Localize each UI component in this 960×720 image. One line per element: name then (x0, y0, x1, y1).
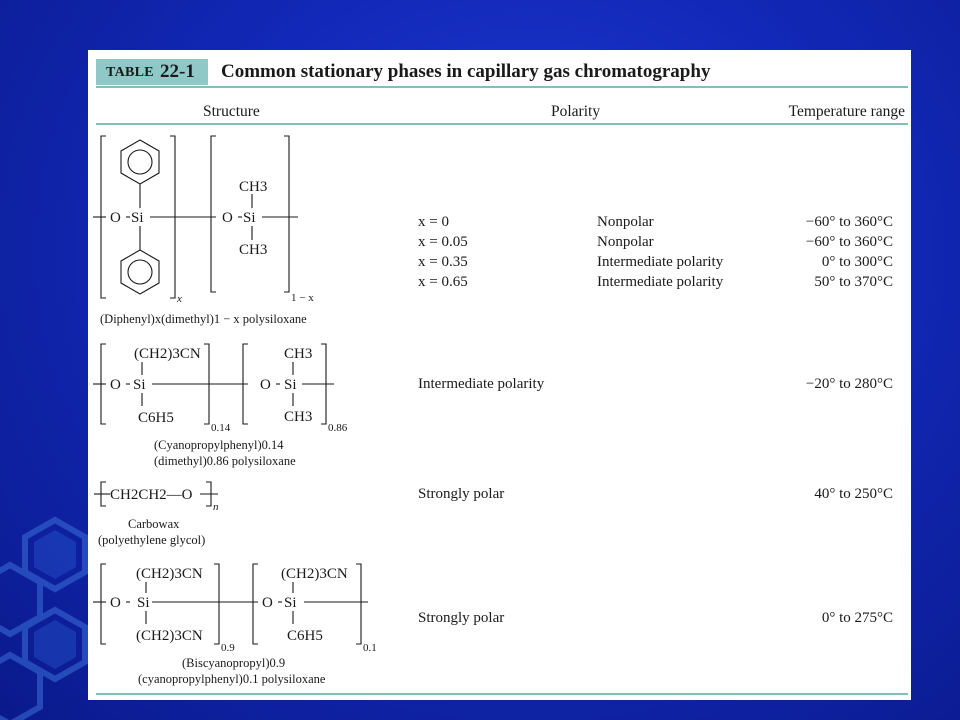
group-cyanopropyl: (CH2)3CN (136, 566, 203, 582)
group-methyl: CH3 (284, 409, 313, 425)
structure-cyanopropylphenyl-dimethyl (88, 340, 368, 440)
atom-silicon: Si (137, 595, 150, 611)
group-methyl: CH3 (284, 346, 313, 362)
polarity-value: Intermediate polarity (597, 254, 724, 270)
subscript-0-86: 0.86 (328, 422, 348, 434)
temperature-value: −60° to 360°C (805, 214, 893, 230)
polarity-value: Nonpolar (597, 214, 654, 230)
group-phenyl: C6H5 (138, 410, 174, 426)
slide-panel (88, 50, 911, 700)
caption-carbowax: Carbowax (128, 517, 180, 531)
group-cyanopropyl: (CH2)3CN (281, 566, 348, 582)
column-header-polarity: Polarity (551, 103, 601, 120)
atom-silicon: Si (243, 210, 256, 226)
column-header-temperature: Temperature range (788, 103, 905, 120)
caption-dimethyl-polysiloxane: (dimethyl)0.86 polysiloxane (154, 454, 296, 468)
group-methyl: CH3 (239, 179, 268, 195)
atom-oxygen: O (110, 377, 121, 393)
polarity-value: Intermediate polarity (418, 376, 545, 392)
structure-diphenyl-dimethyl (88, 130, 348, 310)
atom-oxygen: O (110, 595, 121, 611)
peg-repeat-unit: CH2CH2—O (110, 487, 193, 503)
caption-biscyanopropyl: (Biscyanopropyl)0.9 (182, 656, 286, 670)
temperature-value: 0° to 300°C (821, 254, 893, 270)
polarity-value: Nonpolar (597, 234, 654, 250)
atom-silicon: Si (284, 595, 297, 611)
temperature-value: −60° to 360°C (805, 234, 893, 250)
subscript-1-minus-x: 1 − x (291, 292, 314, 304)
atom-silicon: Si (133, 377, 146, 393)
caption-cyanopropylphenyl: (Cyanopropylphenyl)0.14 (154, 438, 284, 452)
caption-polyethylene-glycol: (polyethylene glycol) (98, 533, 206, 547)
composition-value: x = 0.35 (418, 254, 468, 270)
column-header-structure: Structure (203, 103, 260, 120)
polarity-value: Intermediate polarity (597, 274, 724, 290)
group-cyanopropyl: (CH2)3CN (134, 346, 201, 362)
atom-oxygen: O (110, 210, 121, 226)
temperature-value: 0° to 275°C (821, 610, 893, 626)
table-tag (96, 59, 208, 85)
caption-diphenyl-dimethyl: (Diphenyl)x(dimethyl)1 − x polysiloxane (100, 312, 307, 326)
atom-oxygen: O (262, 595, 273, 611)
structure-carbowax (88, 480, 268, 520)
subscript-0-9: 0.9 (221, 642, 235, 654)
composition-value: x = 0.65 (418, 274, 468, 290)
temperature-value: 40° to 250°C (814, 486, 893, 502)
header-rule-top (96, 86, 908, 88)
polarity-value: Strongly polar (418, 610, 505, 626)
table-header (96, 59, 908, 85)
table-tag-number: 22-1 (160, 61, 195, 82)
atom-silicon: Si (284, 377, 297, 393)
structure-biscyanopropyl (88, 560, 388, 660)
table-tag-word: TABLE (106, 65, 154, 80)
header-rule-bottom (96, 123, 908, 125)
temperature-value: −20° to 280°C (805, 376, 893, 392)
caption-cyanopropylphenyl-polysiloxane: (cyanopropylphenyl)0.1 polysiloxane (138, 672, 326, 686)
group-methyl: CH3 (239, 242, 268, 258)
subscript-n: n (213, 501, 219, 513)
atom-oxygen: O (260, 377, 271, 393)
composition-value: x = 0.05 (418, 234, 468, 250)
group-cyanopropyl: (CH2)3CN (136, 628, 203, 644)
atom-silicon: Si (131, 210, 144, 226)
composition-value: x = 0 (418, 214, 449, 230)
table-bottom-rule (96, 693, 908, 695)
subscript-x: x (177, 293, 182, 305)
subscript-0-1: 0.1 (363, 642, 377, 654)
temperature-value: 50° to 370°C (814, 274, 893, 290)
table-title: Common stationary phases in capillary gas chromatography (221, 61, 711, 82)
atom-oxygen: O (222, 210, 233, 226)
group-phenyl: C6H5 (287, 628, 323, 644)
subscript-0-14: 0.14 (211, 422, 231, 434)
polarity-value: Strongly polar (418, 486, 505, 502)
